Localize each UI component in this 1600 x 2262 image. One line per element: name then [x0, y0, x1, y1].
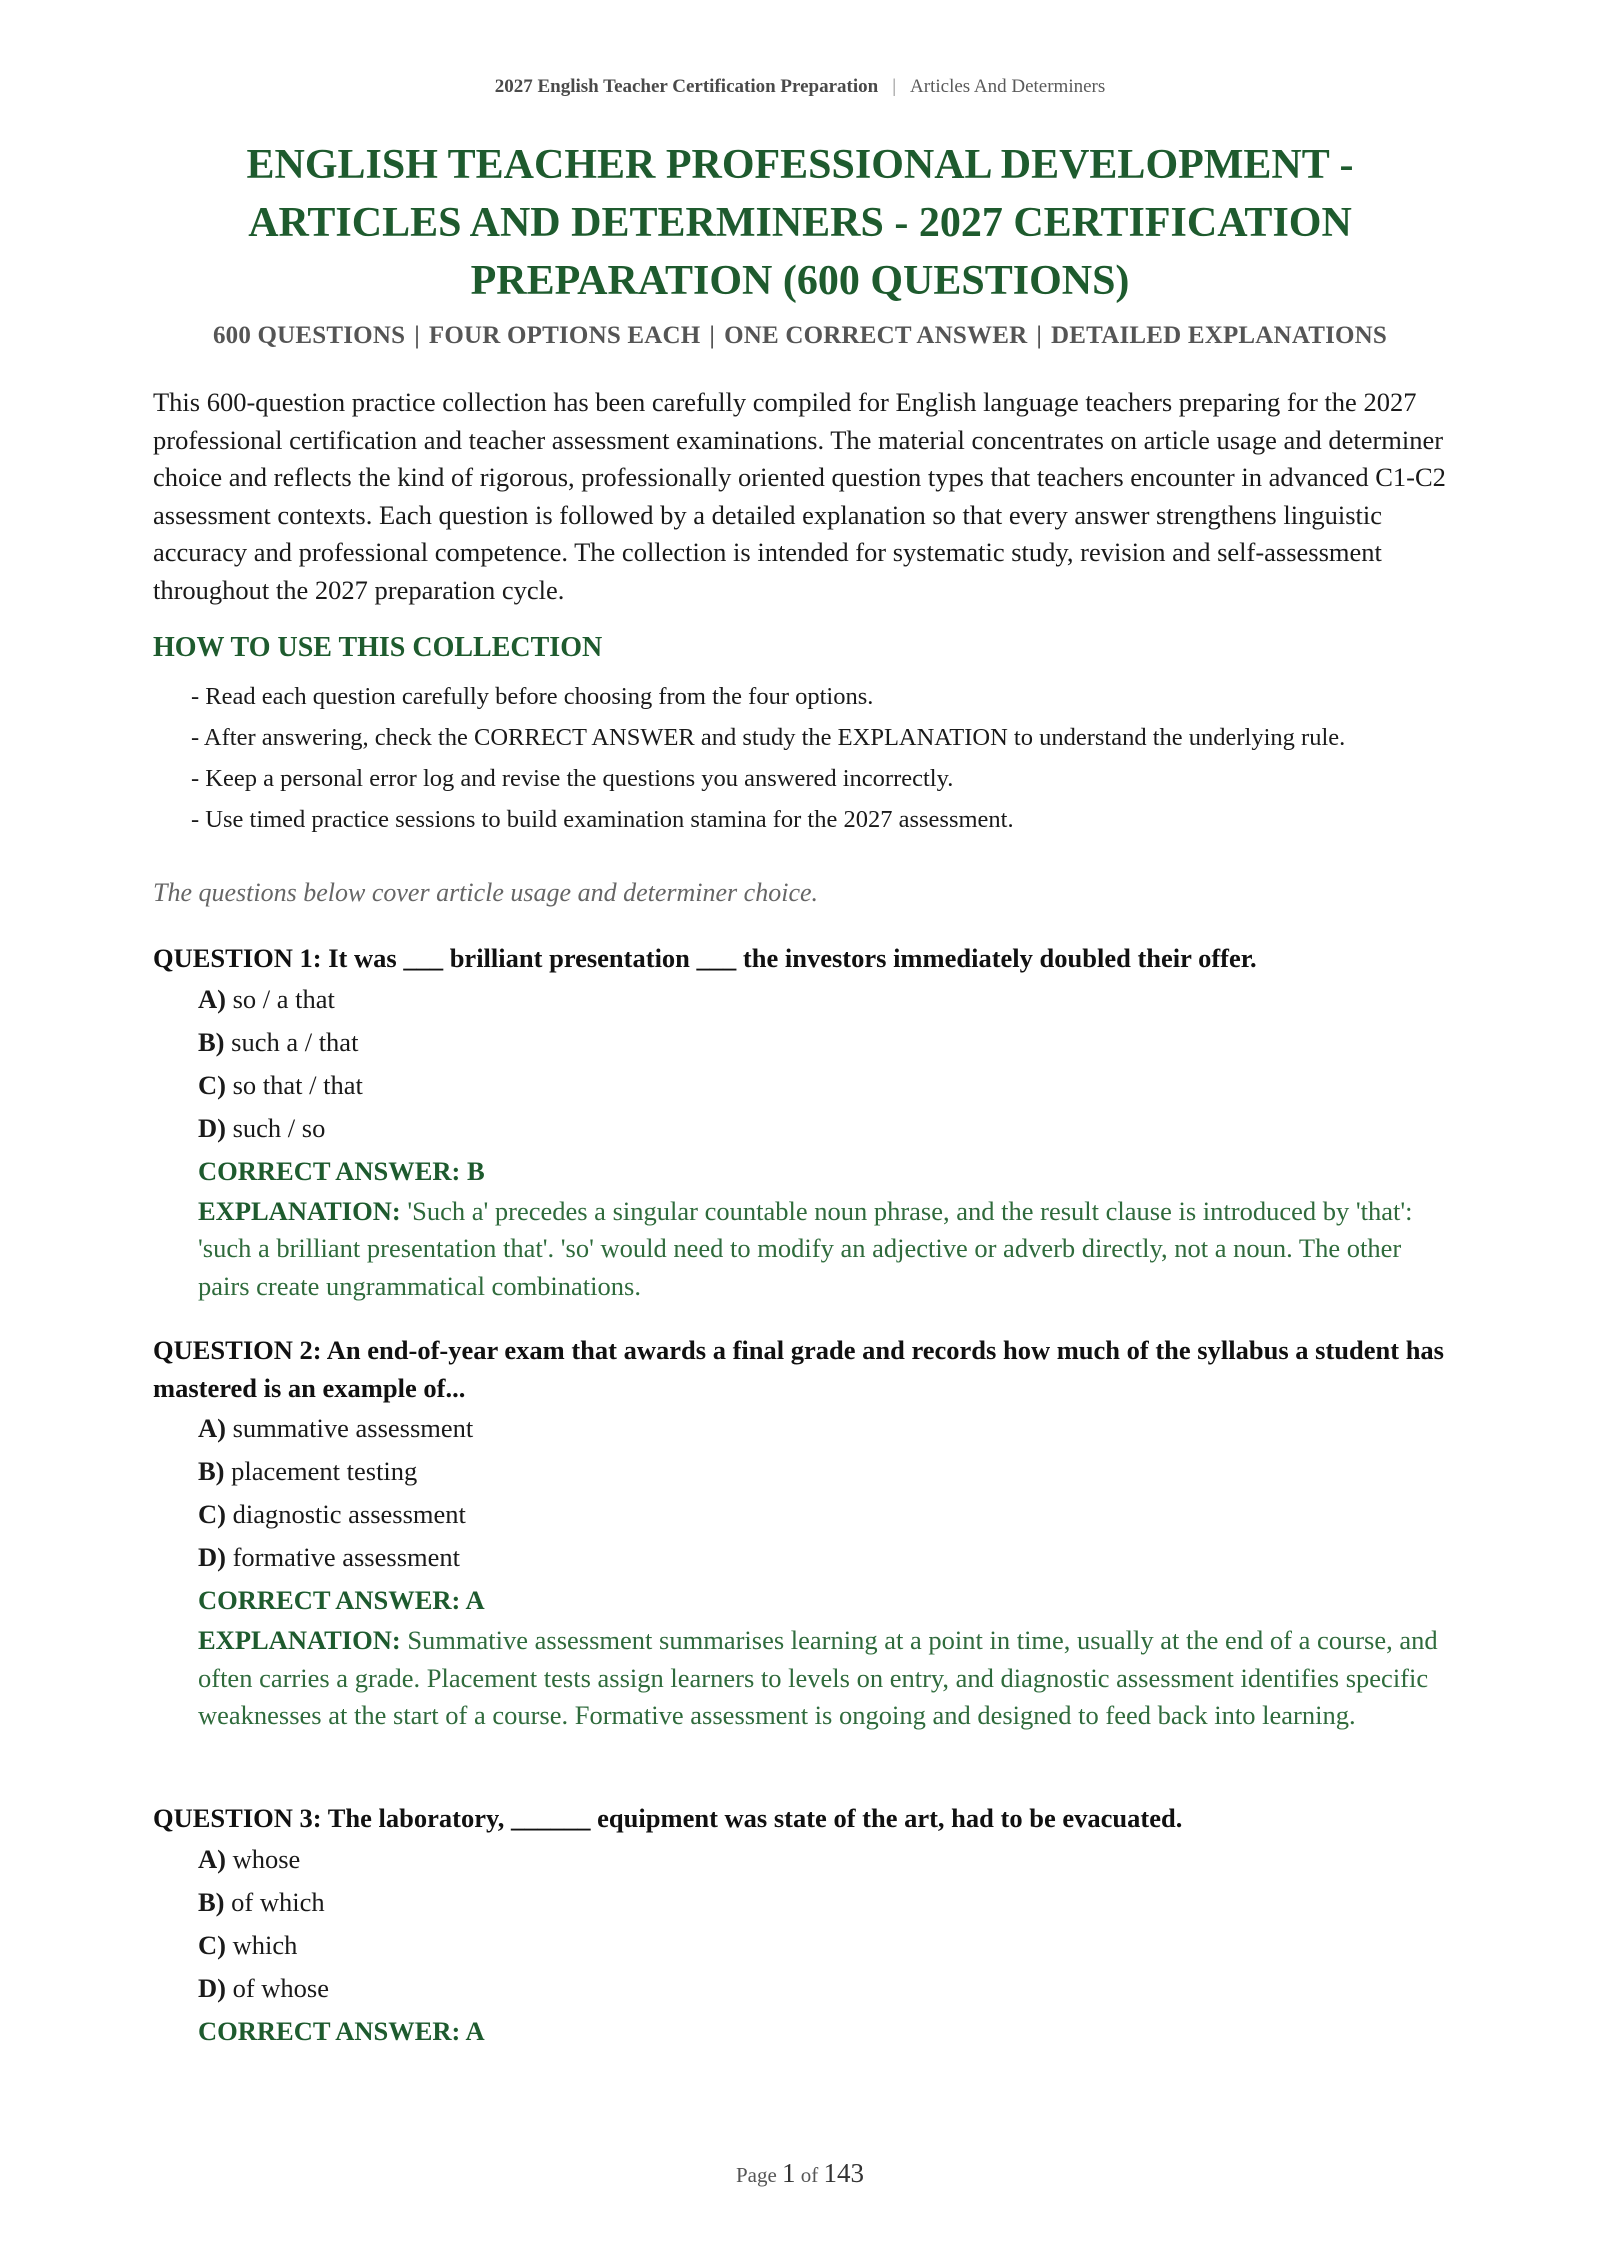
option-letter: B): [198, 1886, 225, 1917]
option-letter: C): [198, 1069, 226, 1100]
option-text: diagnostic assessment: [232, 1499, 466, 1529]
page-footer: [0, 2158, 1600, 2189]
option-letter: C): [198, 1499, 226, 1529]
option-letter: A): [198, 983, 226, 1014]
meta-item: FOUR OPTIONS EACH: [428, 322, 701, 349]
option-letter: D): [198, 1112, 226, 1143]
how-to-use-item: - After answering, check the CORRECT ANSWER and study the EXPLANATION to understand the underlying rule.: [191, 724, 1346, 751]
question-stem: QUESTION 2: An end-of-year exam that awards a final grade and records how much of the syllabus a student has mastered is an example of...: [153, 1335, 1444, 1403]
option-letter: D): [198, 1972, 226, 2003]
option-letter: B): [198, 1456, 225, 1486]
document-title: ENGLISH TEACHER PROFESSIONAL DEVELOPMENT - ARTICLES AND DETERMINERS - 2027 CERTIFICATION PREPARATION (600 QUESTIONS): [246, 142, 1354, 304]
explanation: [198, 1193, 1453, 1306]
option-a: [198, 978, 1453, 1021]
options-list: [153, 1407, 1453, 1579]
how-to-use-item: - Read each question carefully before choosing from the four options.: [191, 683, 874, 710]
explanation-text: 'Such a' precedes a singular countable noun phrase, and the result clause is introduced by 'that': 'such a brilliant presentation that'. 'so' would need to modify an adjective or adverb directly, not a noun. The other pairs create ungrammatical combinations.: [198, 1195, 1413, 1301]
options-list: [153, 1838, 1453, 2010]
meta-separator: |: [1036, 322, 1043, 349]
explanation-label: EXPLANATION:: [198, 1195, 401, 1226]
option-text: of whose: [232, 1972, 330, 2003]
meta-item: DETAILED EXPLANATIONS: [1051, 322, 1388, 349]
header-section: Articles And Determiners: [910, 76, 1106, 97]
option-text: such / so: [232, 1112, 326, 1143]
total-pages: 143: [823, 2158, 865, 2188]
options-list: [153, 978, 1453, 1150]
question-3: [153, 1800, 1453, 2053]
question-stem: QUESTION 3: The laboratory, ______ equipment was state of the art, had to be evacuated.: [153, 1803, 1183, 1833]
question-1: [153, 940, 1453, 1305]
meta-separator: |: [709, 322, 716, 349]
page-number: 1: [782, 2158, 796, 2188]
option-a: [198, 1838, 1453, 1881]
meta-line: [140, 322, 1460, 350]
option-text: placement testing: [231, 1456, 418, 1486]
option-d: [198, 1107, 1453, 1150]
option-text: whose: [232, 1843, 301, 1874]
intro-paragraph: This 600-question practice collection has been carefully compiled for English language teachers preparing for the 2027 professional certification and teacher assessment examinations. The material concentrates on article usage and determiner choice and reflects the kind of rigorous, professionally oriented question types that teachers encounter in advanced C1-C2 assessment contexts. Each question is followed by a detailed explanation so that every answer strengthens linguistic accuracy and professional competence. The collection is intended for systematic study, revision and self-assessment throughout the 2027 preparation cycle.: [153, 387, 1446, 605]
option-text: formative assessment: [232, 1542, 460, 1572]
correct-answer: CORRECT ANSWER: A: [198, 2015, 485, 2046]
explanation-label: EXPLANATION:: [198, 1625, 401, 1655]
option-c: [198, 1493, 1453, 1536]
explanation: [198, 1622, 1453, 1735]
option-text: which: [232, 1929, 298, 1960]
meta-item: 600 QUESTIONS: [212, 322, 406, 349]
correct-answer: CORRECT ANSWER: A: [198, 1585, 485, 1615]
option-c: [198, 1924, 1453, 1967]
option-d: [198, 1967, 1453, 2010]
how-to-use-list: [191, 680, 1441, 844]
option-text: so that / that: [232, 1069, 363, 1100]
option-letter: A): [198, 1843, 226, 1874]
option-b: [198, 1881, 1453, 1924]
page-of-label: of: [800, 2163, 819, 2187]
header-separator: |: [892, 76, 897, 97]
option-letter: C): [198, 1929, 226, 1960]
option-letter: B): [198, 1026, 225, 1057]
how-to-use-heading: HOW TO USE THIS COLLECTION: [153, 632, 603, 663]
option-text: such a / that: [231, 1026, 359, 1057]
option-text: summative assessment: [232, 1413, 474, 1443]
question-2: [153, 1332, 1453, 1735]
option-c: [198, 1064, 1453, 1107]
meta-separator: |: [414, 322, 420, 349]
explanation-text: Summative assessment summarises learning at a point in time, usually at the end of a course, and often carries a grade. Placement tests assign learners to levels on entry, and diagnostic assessment identifies specific weaknesses at the start of a course. Formative assessment is ongoing and designed to feed back into learning.: [198, 1625, 1438, 1730]
how-to-use-item: - Keep a personal error log and revise the questions you answered incorrectly.: [191, 765, 954, 792]
option-letter: A): [198, 1413, 226, 1443]
option-b: [198, 1021, 1453, 1064]
option-b: [198, 1450, 1453, 1493]
how-to-use-note: The questions below cover article usage and determiner choice.: [153, 878, 819, 907]
how-to-use-item: - Use timed practice sessions to build examination stamina for the 2027 assessment.: [191, 806, 1014, 833]
header-title: 2027 English Teacher Certification Preparation: [494, 76, 879, 97]
option-text: so / a that: [232, 983, 335, 1014]
question-stem: QUESTION 1: It was ___ brilliant presentation ___ the investors immediately doubled their offer.: [153, 943, 1257, 973]
option-text: of which: [231, 1886, 325, 1917]
option-d: [198, 1536, 1453, 1579]
running-header: [0, 76, 1600, 98]
meta-item: ONE CORRECT ANSWER: [724, 322, 1028, 349]
option-a: [198, 1407, 1453, 1450]
page-label: Page: [735, 2163, 777, 2187]
option-letter: D): [198, 1542, 226, 1572]
correct-answer: CORRECT ANSWER: B: [198, 1155, 485, 1186]
